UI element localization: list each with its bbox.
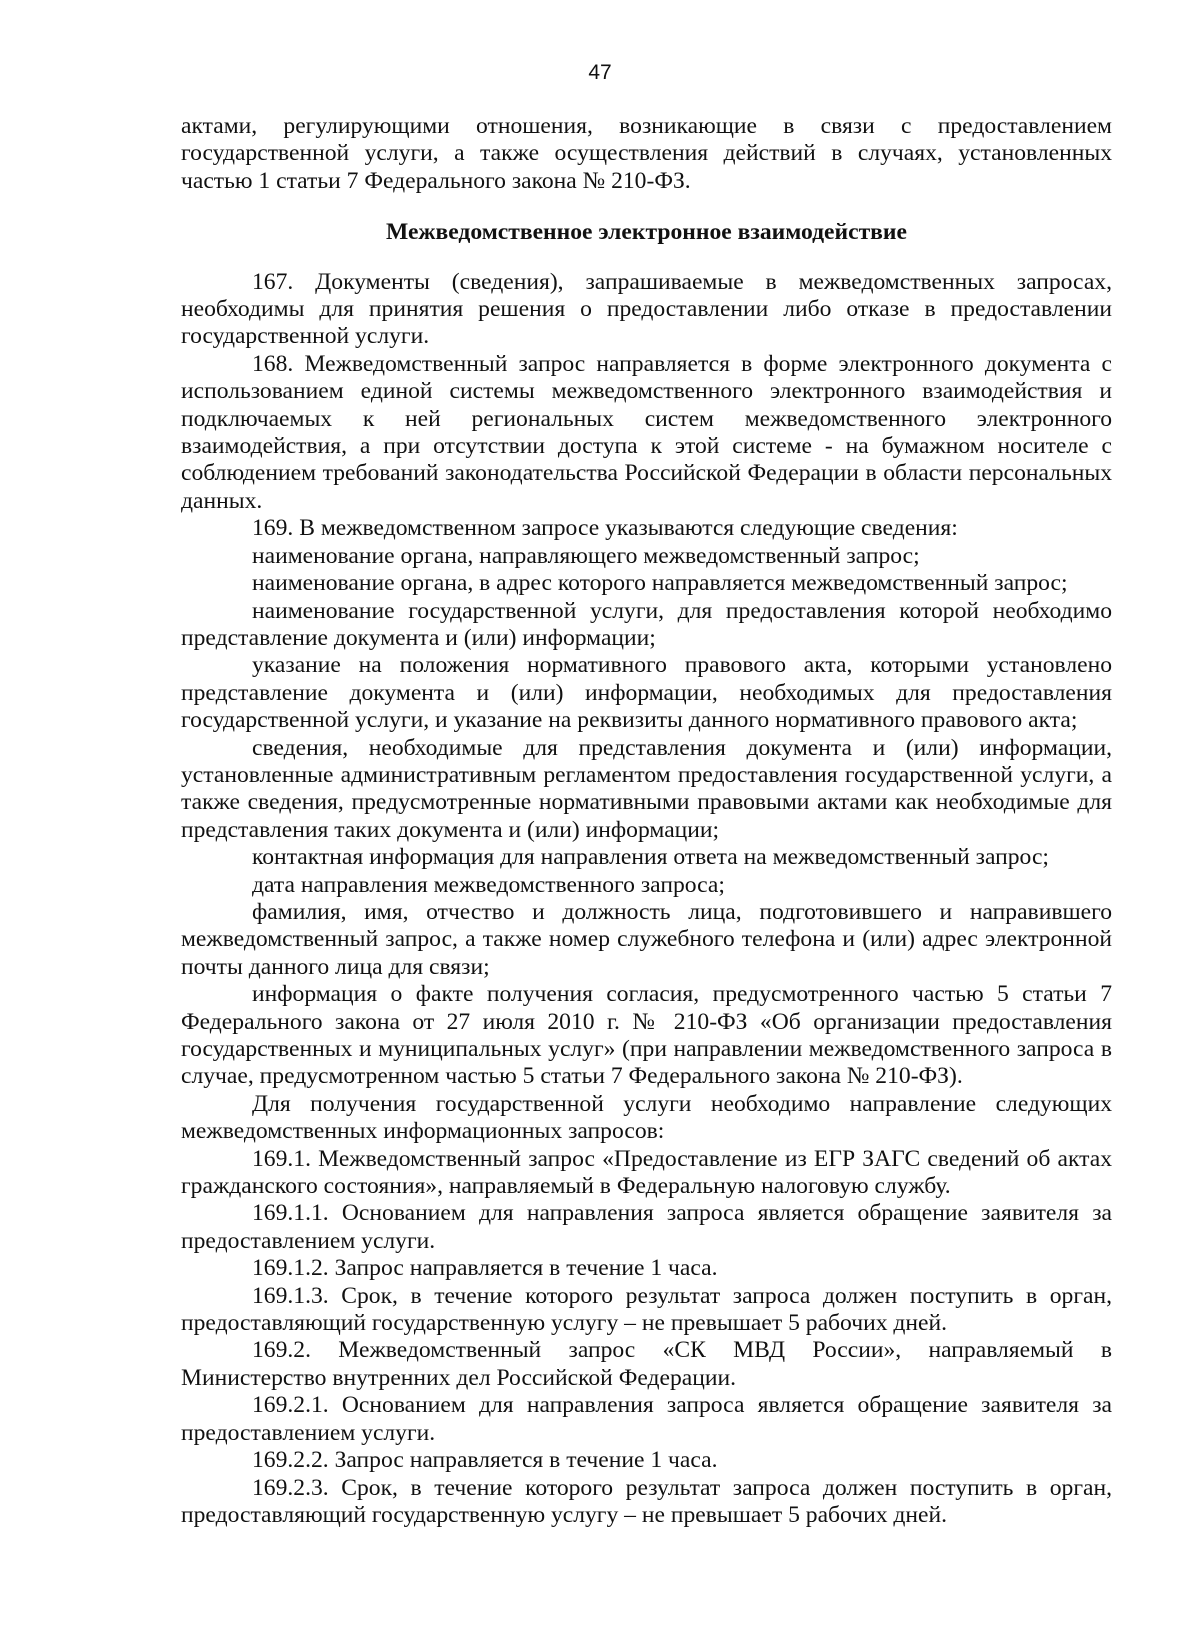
list-item: контактная информация для направления ответа на межведомственный запрос; [252,844,1049,871]
paragraph-169-1-3: 169.1.3. Срок, в течение которого результат запроса должен поступить в орган, предоставляющий государственную услугу – не превышает 5 рабочих дней. [181,1282,1112,1337]
list-item: наименование органа, в адрес которого направляется межведомственный запрос; [252,570,1068,597]
page-number: 47 [588,61,612,84]
document-body [181,113,1112,1529]
paragraph-168: 168. Межведомственный запрос направляется в форме электронного документа с использованием единой системы межведомственного электронного взаимодействия и подключаемых к ней региональных систем межведомственного электронного взаимодействия, а при отсутствии доступа к этой системе - на бумажном носителе с соблюдением требований законодательства Российской Федерации в области персональных данных. [181,350,1112,514]
list-item: фамилия, имя, отчество и должность лица, подготовившего и направившего межведомственный запрос, а также номер служебного телефона и (или) адрес электронной почты данного лица для связи; [181,898,1112,980]
paragraph-169-2-1: 169.2.1. Основанием для направления запроса является обращение заявителя за предоставлением услуги. [181,1392,1112,1446]
paragraph-169-1-1: 169.1.1. Основанием для направления запроса является обращение заявителя за предоставлением услуги. [181,1200,1112,1254]
list-item: наименование государственной услуги, для предоставления которой необходимо представление документа и (или) информации; [181,597,1112,651]
list-item: информация о факте получения согласия, предусмотренного частью 5 статьи 7 Федерального закона от 27 июля 2010 г. № 210-ФЗ «Об организации предоставления государственных и муниципальных услуг» (при направлении межведомственного запроса в случае, предусмотренном частью 5 статьи 7 Федерального закона № 210-ФЗ). [181,981,1112,1090]
list-item: указание на положения нормативного правового акта, которыми установлено представление документа и (или) информации, необходимых для предоставления государственной услуги, и указание на реквизиты данного нормативного правового акта; [181,652,1112,734]
section-heading: Межведомственное электронное взаимодействие [385,219,907,246]
paragraph-169-1: 169.1. Межведомственный запрос «Предоставление из ЕГР ЗАГС сведений об актах гражданского состояния», направляемый в Федеральную налоговую службу. [181,1145,1112,1200]
paragraph-169-2-3: 169.2.3. Срок, в течение которого результат запроса должен поступить в орган, предоставляющий государственную услугу – не превышает 5 рабочих дней. [181,1474,1112,1528]
paragraph-167: 167. Документы (сведения), запрашиваемые в межведомственных запросах, необходимы для принятия решения о предоставлении либо отказе в предоставлении государственной услуги. [181,268,1112,350]
list-item: дата направления межведомственного запроса; [252,871,725,898]
paragraph-169-1-2: 169.1.2. Запрос направляется в течение 1 часа. [252,1255,718,1282]
paragraph-169-2-2: 169.2.2. Запрос направляется в течение 1 часа. [252,1447,718,1474]
paragraph-169: 169. В межведомственном запросе указываются следующие сведения: [252,515,958,542]
paragraph-continuation: актами, регулирующими отношения, возникающие в связи с предоставлением государственной услуги, а также осуществления действий в случаях, установленных частью 1 статьи 7 Федерального закона № 210-ФЗ. [181,113,1112,194]
paragraph-169-2: 169.2. Межведомственный запрос «СК МВД России», направляемый в Министерство внутренних дел Российской Федерации. [181,1337,1112,1391]
paragraph-requests-intro: Для получения государственной услуги необходимо направление следующих межведомственных информационных запросов: [181,1090,1112,1145]
list-item: наименование органа, направляющего межведомственный запрос; [252,542,920,569]
list-item: сведения, необходимые для представления документа и (или) информации, установленные административным регламентом предоставления государственной услуги, а также сведения, предусмотренные нормативными правовыми актами как необходимые для представления таких документа и (или) информации; [181,734,1112,843]
